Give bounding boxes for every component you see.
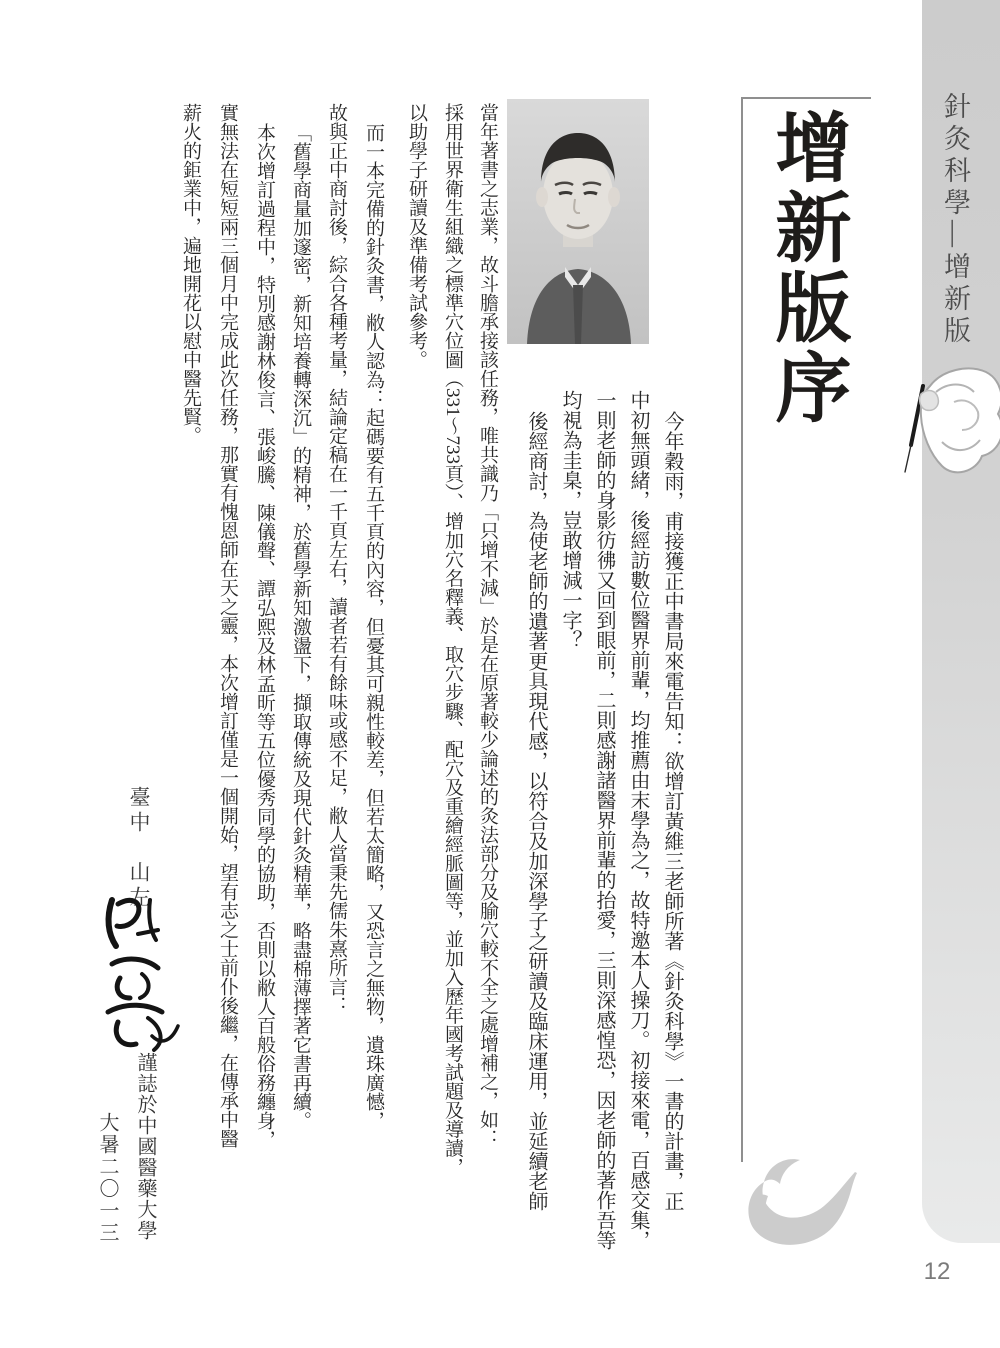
body-column: 當年著書之志業，故斗膽承接該任務，唯共識乃「只增不減」於是在原著較少論述的灸法部分及腧穴較不全之處增補之，如： — [477, 103, 498, 1148]
body-column: 而一本完備的針灸書，敝人認為：起碼要有五千頁的內容，但憂其可親性較差，但若太簡略，又恐言之無物，遺珠廣憾， — [363, 122, 384, 1130]
handwritten-signature — [96, 894, 186, 1054]
edge-tab-label: 針灸科學—增新版 — [940, 92, 970, 348]
page-number: 12 — [923, 1258, 951, 1285]
signature-location: 臺中 山左 — [127, 786, 151, 911]
body-column: 「舊學商量加邃密，新知培養轉深沉」的精神，於舊學新知激盪下，擷取傳統及現代針灸精華，略盡棉薄擇著它書再續。 — [290, 122, 311, 1130]
wave-swirl-logo — [740, 1150, 860, 1252]
body-column: 均視為圭臬，豈敢增減一字？ — [559, 390, 581, 650]
signature-inscription: 謹誌於中國醫藥大學 — [134, 1052, 156, 1241]
body-column: 實無法在短短兩三個月中完成此次任務，那實有愧恩師在天之靈，本次增訂僅是一個開始，望有志之士前仆後繼，在傳承中醫 — [217, 103, 238, 1148]
body-column: 採用世界衛生組織之標準穴位圖（331～733頁）、增加穴名釋義、取穴步驟、配穴及重繪經脈圖等，並加入歷年國考試題及導讀， — [442, 103, 463, 1177]
body-column: 後經商討，為使老師的遺著更具現代感，以符合及加深學子之研讀及臨床運用，並延續老師 — [525, 411, 547, 1211]
page-title: 增新版序 — [764, 108, 849, 428]
body-column: 本次增訂過程中，特別感謝林俊言、張峻騰、陳儀聲、譚弘熙及林孟昕等五位優秀同學的協助，否則以敝人百般俗務纏身， — [254, 122, 275, 1149]
body-column: 以助學子研讀及準備考試參考。 — [406, 103, 427, 369]
body-column: 今年穀雨，甫接獲正中書局來電告知：欲增訂黃維三老師所著《針灸科學》一書的計畫，正 — [661, 411, 683, 1211]
body-column: 中初無頭緒，後經訪數位醫界前輩，均推薦由末學為之，故特邀本人操刀。初接來電，百感交集， — [627, 390, 649, 1250]
body-column: 一則老師的身影彷彿又回到眼前，二則感謝諸醫界前輩的抬愛，三則深感惶恐，因老師的著作吾等 — [593, 390, 615, 1250]
hand-holding-needle-icon — [858, 342, 1000, 492]
body-column: 故與正中商討後，綜合各種考量，結論定稿在一千頁左右，讀者若有餘味或感不足，敝人當秉先儒朱熹所言： — [326, 103, 347, 1015]
signature-date: 大暑二〇一三 — [96, 1112, 118, 1244]
body-column: 薪火的鉅業中，遍地開花以慰中醫先賢。 — [180, 103, 201, 445]
author-portrait-photo — [507, 99, 649, 344]
